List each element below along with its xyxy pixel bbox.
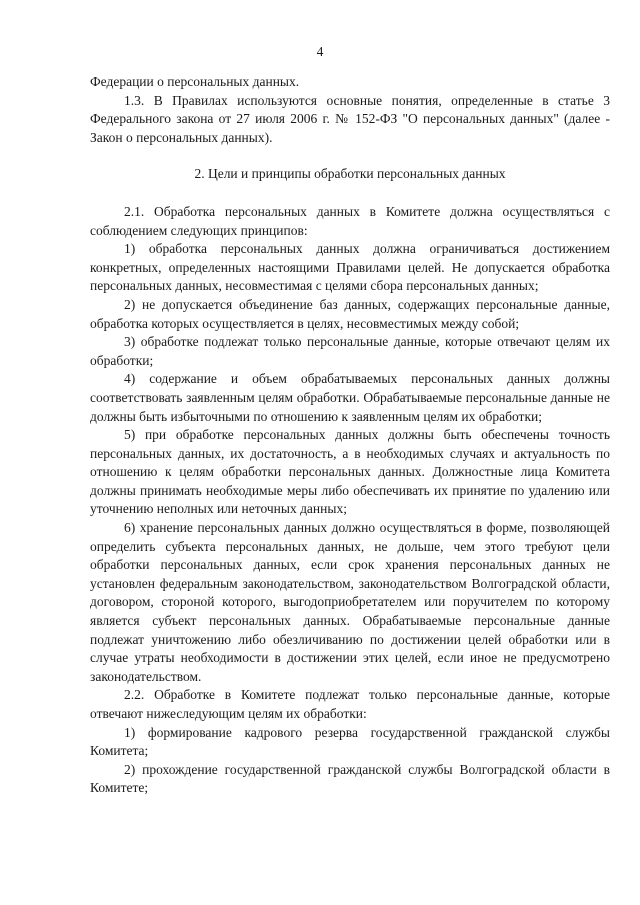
list-item-principle-6: 6) хранение персональных данных должно осуществляться в форме, позволяющей определить субъекта персональных данных, не дольше, чем этого требуют цели обработки персональных данных, если срок хранения персональных данных не установлен федеральным законодательством, законодательством Волгоградской области, договором, стороной которого, выгодоприобретателем или поручителем по которому является субъект персональных данных. Обрабатываемые персональные данные подлежат уничтожению либо обезличиванию по достижении целей обработки или в случае утраты необходимости в достижении этих целей, если иное не предусмотрено законодательством. — [90, 520, 610, 684]
list-item-principle-3: 3) обработке подлежат только персональные данные, которые отвечают целям их обработки; — [90, 334, 610, 368]
page-number: 4 — [316, 44, 324, 59]
list-item-principle-4: 4) содержание и объем обрабатываемых персональных данных должны соответствовать заявленным целям обработки. Обрабатываемые персональные данные не должны быть избыточными по отношению к заявленным целям их обработки; — [90, 371, 610, 424]
section-heading: 2. Цели и принципы обработки персональных данных — [194, 166, 506, 182]
list-item-principle-1: 1) обработка персональных данных должна ограничиваться достижением конкретных, определенных настоящими Правилами целей. Не допускается обработка персональных данных, несовместимая с целями сбора персональных данных; — [90, 241, 610, 294]
paragraph-2-2: 2.2. Обработке в Комитете подлежат только персональные данные, которые отвечают нижеследующим целям их обработки: — [90, 687, 610, 721]
list-item-purpose-2: 2) прохождение государственной гражданской службы Волгоградской области в Комитете; — [90, 761, 610, 796]
paragraph-1-3: 1.3. В Правилах используются основные понятия, определенные в статье 3 Федерального закона от 27 июля 2006 г. № 152-ФЗ "О персональных данных" (далее - Закон о персональных данных). — [90, 92, 610, 145]
list-item-purpose-1: 1) формирование кадрового резерва государственной гражданской службы Комитета; — [90, 724, 610, 759]
list-item-principle-5: 5) при обработке персональных данных должны быть обеспечены точность персональных данных, их достаточность, а в необходимых случаях и актуальность по отношению к целям обработки персональных данных. Должностные лица Комитета должны принимать необходимые меры либо обеспечивать их принятие по удалению или уточнению неполных или неточных данных; — [90, 427, 610, 517]
paragraph-2-1: 2.1. Обработка персональных данных в Комитете должна осуществляться с соблюдением следующих принципов: — [90, 203, 610, 238]
document-body — [90, 73, 610, 798]
list-item-principle-2: 2) не допускается объединение баз данных, содержащих персональные данные, обработка которых осуществляется в целях, несовместимых между собой; — [90, 296, 610, 331]
paragraph-continuation: Федерации о персональных данных. — [90, 74, 300, 89]
